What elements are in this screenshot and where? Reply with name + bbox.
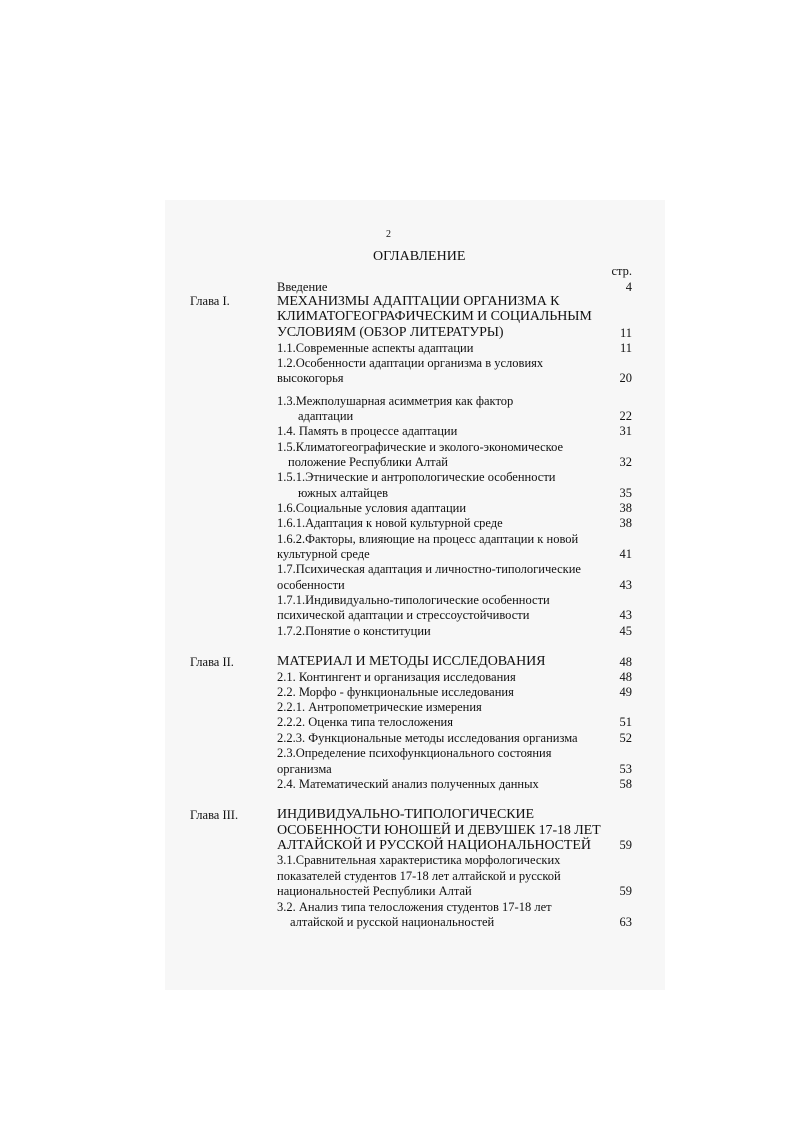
- chapter-3-title-line: ИНДИВИДУАЛЬНО-ТИПОЛОГИЧЕСКИЕ: [277, 807, 535, 822]
- toc-entry: национальностей Республики Алтай: [277, 884, 472, 898]
- toc-entry: психической адаптации и стрессоустойчивости: [277, 608, 530, 622]
- toc-entry: показателей студентов 17-18 лет алтайской и русской: [277, 869, 561, 883]
- toc-page: 52: [619, 731, 632, 745]
- toc-entry: алтайской и русской национальностей: [290, 915, 495, 929]
- chapter-3-title-line: АЛТАЙСКОЙ И РУССКОЙ НАЦИОНАЛЬНОСТЕЙ: [277, 838, 591, 853]
- toc-entry: южных алтайцев: [298, 486, 389, 500]
- toc-entry: 3.2. Анализ типа телосложения студентов 17-18 лет: [277, 900, 552, 914]
- toc-page: 38: [619, 501, 632, 515]
- toc-entry: 2.2. Морфо - функциональные исследования: [277, 685, 514, 699]
- toc-entry: 2.2.2. Оценка типа телосложения: [277, 715, 453, 729]
- chapter-2-page: 48: [619, 655, 632, 669]
- toc-entry: 1.6.1.Адаптация к новой культурной среде: [277, 516, 503, 530]
- toc-entry-intro: Введение: [277, 280, 328, 294]
- toc-entry: 1.5.Климатогеографические и эколого-экономическое: [277, 440, 564, 454]
- toc-page: 51: [619, 715, 632, 729]
- chapter-1-title-line: УСЛОВИЯМ (ОБЗОР ЛИТЕРАТУРЫ): [277, 325, 504, 340]
- toc-entry: 1.7.Психическая адаптация и личностно-типологические: [277, 562, 581, 576]
- toc-page: 43: [619, 608, 632, 622]
- toc-entry: положение Республики Алтай: [288, 455, 448, 469]
- chapter-1-page: 11: [619, 326, 632, 340]
- chapter-3-title-line: ОСОБЕННОСТИ ЮНОШЕЙ И ДЕВУШЕК 17-18 ЛЕТ: [277, 823, 601, 838]
- toc-entry: 2.3.Определение психофункционального состояния: [277, 746, 552, 760]
- toc-page: 20: [619, 371, 632, 385]
- toc-entry: 2.1. Контингент и организация исследования: [277, 670, 516, 684]
- toc-page: 53: [619, 762, 632, 776]
- toc-entry: 1.6.2.Факторы, влияющие на процесс адаптации к новой: [277, 532, 579, 546]
- toc-entry: 2.4. Математический анализ полученных данных: [277, 777, 539, 791]
- toc-entry: адаптации: [298, 409, 354, 423]
- toc-title: ОГЛАВЛЕНИЕ: [373, 249, 466, 264]
- toc-entry: 1.3.Межполушарная асимметрия как фактор: [277, 394, 514, 408]
- toc-page: 45: [619, 624, 632, 638]
- toc-page-intro: 4: [625, 280, 632, 294]
- toc-page: 38: [619, 516, 632, 530]
- toc-entry: высокогорья: [277, 371, 344, 385]
- toc-page: 41: [619, 547, 632, 561]
- toc-page: 63: [619, 915, 632, 929]
- toc-page: 59: [619, 884, 632, 898]
- toc-entry: организма: [277, 762, 332, 776]
- toc-entry: 1.2.Особенности адаптации организма в условиях: [277, 356, 544, 370]
- toc-entry: 3.1.Сравнительная характеристика морфологических: [277, 853, 561, 867]
- toc-entry: особенности: [277, 578, 345, 592]
- toc-page: 32: [619, 455, 632, 469]
- chapter-2-title-line: МАТЕРИАЛ И МЕТОДЫ ИССЛЕДОВАНИЯ: [277, 654, 546, 669]
- toc-page: 49: [619, 685, 632, 699]
- toc-page: 43: [619, 578, 632, 592]
- toc-entry: 1.7.1.Индивидуально-типологические особенности: [277, 593, 550, 607]
- chapter-3-page: 59: [619, 838, 632, 852]
- chapter-3-label: Глава III.: [190, 808, 239, 822]
- toc-entry: культурной среде: [277, 547, 370, 561]
- toc-page: 31: [619, 424, 632, 438]
- toc-entry: 1.5.1.Этнические и антропологические особенности: [277, 470, 556, 484]
- chapter-2-label: Глава II.: [190, 655, 234, 669]
- toc-page: 48: [619, 670, 632, 684]
- page-number: 2: [386, 229, 391, 240]
- toc-entry: 1.4. Память в процессе адаптации: [277, 424, 458, 438]
- toc-page: 11: [619, 341, 632, 355]
- toc-entry: 1.1.Современные аспекты адаптации: [277, 341, 474, 355]
- toc-entry: 2.2.1. Антропометрические измерения: [277, 700, 482, 714]
- toc-entry: 1.6.Социальные условия адаптации: [277, 501, 467, 515]
- chapter-1-label: Глава I.: [190, 294, 230, 308]
- toc-page: 35: [619, 486, 632, 500]
- page-column-header: стр.: [611, 264, 632, 278]
- toc-entry: 1.7.2.Понятие о конституции: [277, 624, 431, 638]
- chapter-1-title-line: МЕХАНИЗМЫ АДАПТАЦИИ ОРГАНИЗМА К: [277, 294, 560, 309]
- toc-page: 58: [619, 777, 632, 791]
- toc-entry: 2.2.3. Функциональные методы исследования организма: [277, 731, 578, 745]
- chapter-1-title-line: КЛИМАТОГЕОГРАФИЧЕСКИМ И СОЦИАЛЬНЫМ: [277, 309, 592, 324]
- toc-page: 22: [619, 409, 632, 423]
